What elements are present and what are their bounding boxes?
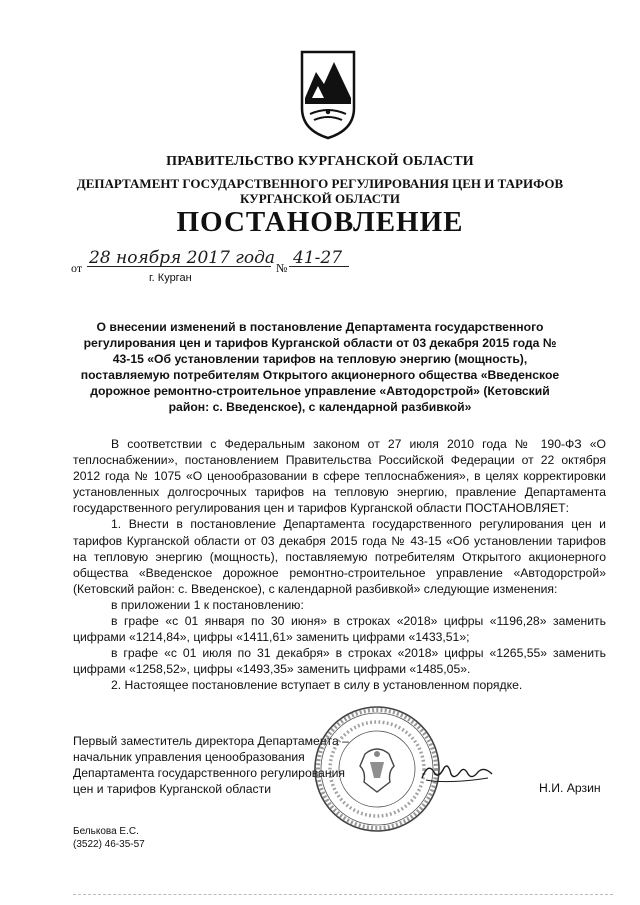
preamble-paragraph: В соответствии с Федеральным законом от 27 июля 2010 года № 190-ФЗ «О теплоснабжении», постановлением Правительства Российской Федерации от 22 октября 2012 года № 1075 «О ценообразовании в сфере теплоснабжения», в целях корректировки установленных долгосрочных тарифов на тепловую энергию, правление Департамента государственного регулирования цен и тарифов Курганской области ПОСТАНОВЛЯЕТ: [73,437,606,516]
handwritten-date: 28 ноября 2017 года [89,248,276,268]
department-title [0,176,640,206]
government-title: ПРАВИТЕЛЬСТВО КУРГАНСКОЙ ОБЛАСТИ [166,154,474,169]
date-underline [87,266,271,267]
item-2-paragraph: 2. Настоящее постановление вступает в силу в установленном порядке. [111,678,523,693]
number-label: № [276,261,288,275]
signer-position-line1: Первый заместитель директора Департамента – [73,734,349,748]
handwritten-number: 41-27 [293,248,343,268]
document-body [73,436,606,694]
coat-of-arms-emblem [298,48,358,140]
handwritten-signature [418,758,498,786]
bottom-scan-artifact-line [73,894,613,896]
department-title-line2: КУРГАНСКОЙ ОБЛАСТИ [240,191,400,206]
date-from-label: от [71,261,83,275]
signer-name: Н.И. Арзин [539,781,601,795]
appendix-paragraph: в приложении 1 к постановлению: [111,597,304,612]
item-1-paragraph: 1. Внести в постановление Департамента государственного регулирования цен и тарифов Курганской области от 03 декабря 2015 года № 43-15 «Об установлении тарифов на тепловую энергию (мощность), поставляемую потребителям Открытого акционерного общества «Введенское дорожное ремонтно-строительное управление «Автодорстрой» (Кетовский район: с. Введенское), с календарной разбивкой» следующие изменения: [73,517,606,596]
signer-position-line2: начальник управления ценообразования [73,750,305,765]
document-type-heading: ПОСТАНОВЛЕНИЕ [176,206,464,238]
document-subject: О внесении изменений в постановление Департамента государственного регулирования цен и тарифов Курганской области от 03 декабря 2015 года № 43-15 «Об установлении тарифов на тепловую энергию (мощность), поставляемую потребителям Открытого акционерного общества «Введенское дорожное ремонтно-строительное управление «Автодорстрой» (Кетовский район: с. Введенское), с календарной разбивкой» [80,320,560,414]
signer-position-line4: цен и тарифов Курганской области [73,782,272,797]
department-title-line1: ДЕПАРТАМЕНТ ГОСУДАРСТВЕННОГО РЕГУЛИРОВАНИЯ ЦЕН И ТАРИФОВ [76,176,564,191]
city-label: г. Курган [149,272,192,284]
executor-info [73,825,145,851]
executor-name: Белькова Е.С. [73,826,139,837]
signer-position-line3: Департамента государственного регулирования [73,766,345,781]
change-1-paragraph: в графе «с 01 января по 30 июня» в строках «2018» цифры «1196,28» заменить цифрами «1214,84», цифры «1411,61» заменить цифрами «1433,51»; [73,614,606,645]
number-underline [289,266,349,267]
executor-phone: (3522) 46-35-57 [73,839,145,850]
date-number-line [71,250,371,290]
change-2-paragraph: в графе «с 01 июля по 31 декабря» в строках «2018» цифры «1265,55» заменить цифрами «1258,52», цифры «1493,35» заменить цифрами «1485,05». [73,646,606,677]
